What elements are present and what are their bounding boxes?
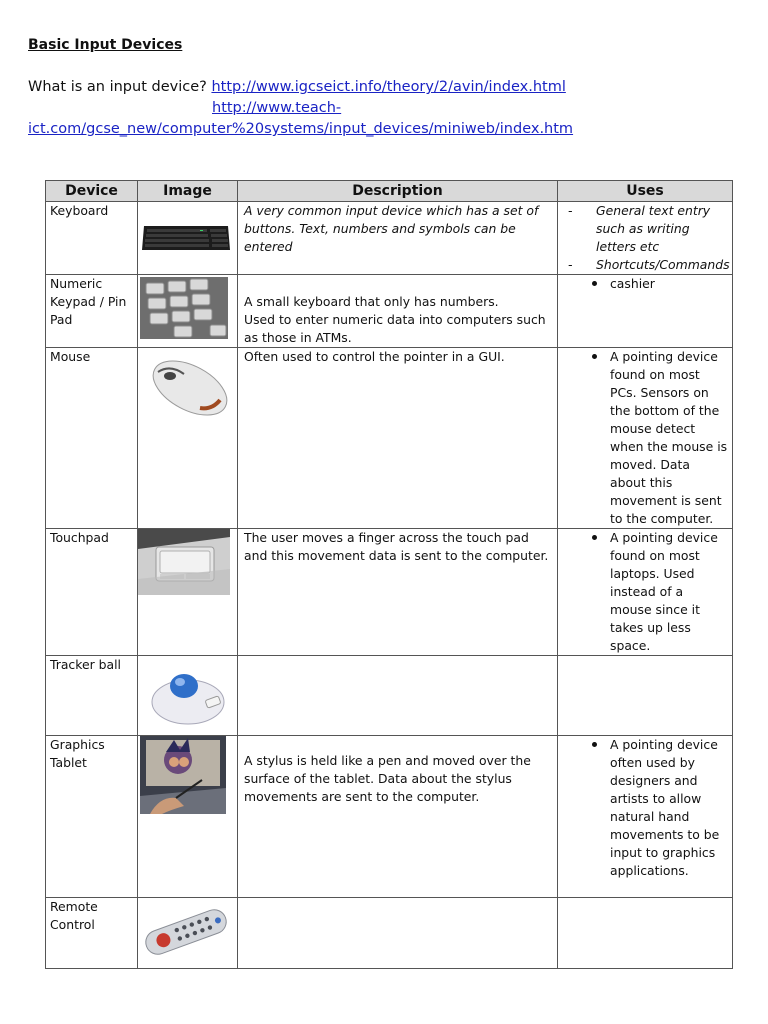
device-uses [558,348,733,529]
uses-list [562,348,728,528]
header-device: Device [46,181,138,202]
table-row [46,529,733,656]
table-row [46,348,733,529]
device-description: A very common input device which has a set of buttons. Text, numbers and symbols can be entered [238,202,558,275]
device-image-cell [138,348,238,529]
device-uses [558,656,733,736]
keypad-image [140,277,228,339]
device-image-cell [138,898,238,969]
list-item: A pointing device often used by designers and artists to allow natural hand movements to be input to graphics applications. [562,736,728,880]
list-item: A pointing device found on most PCs. Sensors on the bottom of the mouse detect when the mouse is moved. Data about this movement is sent to the computer. [562,348,728,528]
touchpad-image [138,529,230,595]
uses-list [562,529,728,655]
device-name: Remote Control [46,898,138,969]
question-text: What is an input device? [28,79,207,95]
header-uses: Uses [558,181,733,202]
trackerball-image [140,658,234,730]
device-image-cell [138,529,238,656]
device-image-cell [138,656,238,736]
device-name: Graphics Tablet [46,736,138,898]
device-description: A small keyboard that only has numbers. Used to enter numeric data into computers such as those in ATMs. [238,275,558,348]
input-devices-table [45,180,733,969]
link-igcseict[interactable]: http://www.igcseict.info/theory/2/avin/index.html [211,79,566,95]
device-uses [558,736,733,898]
device-uses [558,529,733,656]
graphics-tablet-image [140,736,226,814]
link-teach-ict[interactable] [28,100,573,137]
keyboard-image [140,220,232,256]
remote-control-image [138,898,234,964]
table-header-row [46,181,733,202]
device-name: Mouse [46,348,138,529]
page-heading: Basic Input Devices [28,37,183,53]
header-description: Description [238,181,558,202]
device-name: Tracker ball [46,656,138,736]
device-description [238,656,558,736]
link-teach-ict-part2: ict.com/gcse_new/computer%20systems/input_devices/miniweb/index.htm [28,121,574,137]
list-item: cashier [562,275,728,293]
link-teach-ict-line [28,98,748,140]
uses-list [562,275,728,293]
header-image: Image [138,181,238,202]
mouse-image [140,352,236,418]
device-description [238,898,558,969]
list-item: - Shortcuts/Commands [562,256,728,274]
device-uses [558,275,733,348]
list-item: - General text entry such as writing letters etc [562,202,728,256]
table-row [46,202,733,275]
device-image-cell [138,202,238,275]
list-item: A pointing device found on most laptops. Used instead of a mouse since it takes up less space. [562,529,728,655]
uses-list [562,202,728,274]
question-line [28,77,566,98]
uses-list [562,736,728,880]
device-description: The user moves a finger across the touch pad and this movement data is sent to the computer. [238,529,558,656]
device-description: Often used to control the pointer in a GUI. [238,348,558,529]
device-name: Numeric Keypad / Pin Pad [46,275,138,348]
table-row [46,275,733,348]
link-teach-ict-part1: http://www.teach- [212,100,342,116]
device-uses [558,898,733,969]
device-uses [558,202,733,275]
device-image-cell [138,275,238,348]
table-row [46,656,733,736]
table-row [46,898,733,969]
device-name: Keyboard [46,202,138,275]
device-image-cell [138,736,238,898]
device-name: Touchpad [46,529,138,656]
table-row [46,736,733,898]
device-description: A stylus is held like a pen and moved over the surface of the tablet. Data about the stylus movements are sent to the computer. [238,736,558,898]
